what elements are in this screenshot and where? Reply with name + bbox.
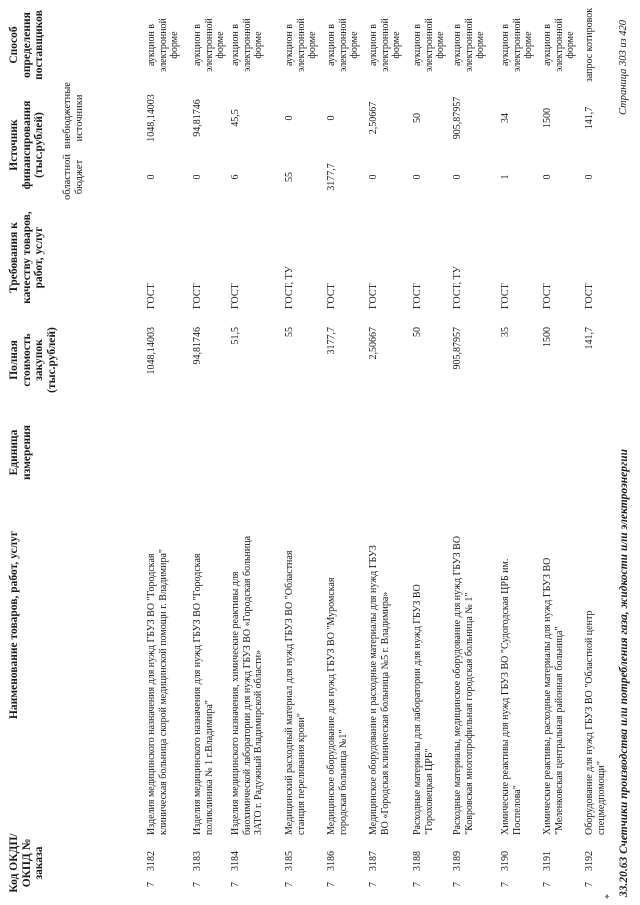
row-regional: 6 bbox=[230, 174, 241, 180]
row-name: Изделия медицинского назначения для нужд ГБУЗ ВО "Городская поликлиника № 1 г.Владимира" bbox=[192, 553, 215, 835]
row-total: 35 bbox=[500, 327, 511, 337]
row-code: 7 bbox=[230, 882, 241, 887]
row-regional: 0 bbox=[452, 174, 463, 180]
row-name: Химические реактивы для нужд ГБУЗ ВО "Судогодская ЦРБ им. Поспелова" bbox=[500, 558, 523, 835]
row-regional: 1 bbox=[500, 174, 511, 180]
row-requirements: ГОСТ bbox=[412, 283, 423, 309]
row-name: Медицинское оборудование для нужд ГБУЗ ВО "Муромская городская больница №1" bbox=[326, 577, 349, 835]
row-method: аукцион в электронной форме bbox=[452, 18, 486, 72]
row-code: 7 bbox=[584, 882, 595, 887]
row-extra: 0 bbox=[326, 115, 337, 121]
row-extra: 141,7 bbox=[584, 106, 595, 130]
row-requirements: ГОСТ, ТУ bbox=[284, 266, 295, 309]
row-code: 7 bbox=[542, 882, 553, 887]
row-extra: 45,5 bbox=[230, 109, 241, 127]
row-regional: 0 bbox=[584, 174, 595, 180]
row-order: 3190 bbox=[500, 851, 511, 871]
row-extra: 1500 bbox=[542, 108, 553, 128]
header-name: Наименование товаров, работ, услуг bbox=[8, 530, 20, 720]
row-code: 7 bbox=[368, 882, 379, 887]
row-requirements: ГОСТ, ТУ bbox=[452, 266, 463, 309]
row-requirements: ГОСТ bbox=[192, 283, 203, 309]
header-total: Полная стоимость закупок (тыс.рублей) bbox=[8, 327, 58, 393]
row-total: 1500 bbox=[542, 327, 553, 347]
row-total: 55 bbox=[284, 327, 295, 337]
header-unit: Единица измерения bbox=[8, 425, 33, 480]
row-code: 7 bbox=[326, 882, 337, 887]
row-regional: 55 bbox=[284, 172, 295, 182]
header-regional: областной бюджет bbox=[62, 154, 85, 200]
row-order: 3191 bbox=[542, 851, 553, 871]
row-order: 3185 bbox=[284, 851, 295, 871]
row-method: аукцион в электронной форме bbox=[146, 18, 180, 72]
row-extra: 0 bbox=[284, 115, 295, 121]
row-order: 3187 bbox=[368, 851, 379, 871]
row-code: 7 bbox=[284, 882, 295, 887]
row-name: Оборудование для нужд ГБУЗ ВО "Областной центр спецмедпомощи" bbox=[584, 610, 607, 835]
header-source: Источник финансирования (тыс.рублей) bbox=[8, 100, 45, 190]
header-requirements: Требования к качеству товаров, работ, услуг bbox=[8, 211, 45, 304]
row-name: Изделия медицинского назначения, химические реактивы для биохимической лаборатории для нужд ГБУЗ ВО «Городская больница ЗАТО г. Радужный Владимирской области» bbox=[230, 535, 264, 835]
row-order: 3182 bbox=[146, 851, 157, 871]
row-requirements: ГОСТ bbox=[326, 283, 337, 309]
row-name: Расходные материалы для лаборатории для нужд ГБУЗ ВО "Гороховецкая ЦРБ" bbox=[412, 584, 435, 835]
header-method: Способ определения поставщиков bbox=[8, 10, 45, 80]
row-total: 94,81746 bbox=[192, 327, 203, 365]
edge-mark: * bbox=[604, 894, 615, 899]
row-order: 3184 bbox=[230, 851, 241, 871]
row-name: Медицинское оборудование и расходные материалы для нужд ГБУЗ ВО «Городская клиническая больница №5 г. Владимира» bbox=[368, 545, 391, 835]
row-order: 3188 bbox=[412, 851, 423, 871]
row-code: 7 bbox=[412, 882, 423, 887]
row-order: 3192 bbox=[584, 851, 595, 871]
row-requirements: ГОСТ bbox=[146, 283, 157, 309]
row-requirements: ГОСТ bbox=[542, 283, 553, 309]
row-extra: 50 bbox=[412, 113, 423, 123]
row-name: Медицинский расходный материал для нужд ГБУЗ ВО "Областная станция переливания крови" bbox=[284, 550, 307, 835]
row-code: 7 bbox=[146, 882, 157, 887]
row-requirements: ГОСТ bbox=[584, 283, 595, 309]
row-code: 7 bbox=[192, 882, 203, 887]
header-extra: внебюджетные источники bbox=[62, 82, 85, 149]
header-code: Код ОКДП/ ОКПД № заказа bbox=[8, 833, 45, 893]
page-number: Страница 303 из 420 bbox=[618, 19, 629, 115]
row-total: 2,50667 bbox=[368, 327, 379, 360]
row-requirements: ГОСТ bbox=[368, 283, 379, 309]
row-method: аукцион в электронной форме bbox=[500, 18, 534, 72]
row-regional: 0 bbox=[542, 174, 553, 180]
row-method: аукцион в электронной форме bbox=[368, 18, 402, 72]
row-regional: 0 bbox=[146, 174, 157, 180]
row-regional: 0 bbox=[192, 174, 203, 180]
row-order: 3186 bbox=[326, 851, 337, 871]
row-regional: 3177,7 bbox=[326, 163, 337, 191]
row-extra: 2,50667 bbox=[368, 101, 379, 135]
row-extra: 905,87957 bbox=[452, 96, 463, 140]
row-name: Расходные материалы, медицинское оборудование для нужд ГБУЗ ВО "Ковровская многопрофильная городская больница № 1" bbox=[452, 535, 475, 835]
section-heading: 33.20.63 Счетчики производства или потребления газа, жидкости или электроэнергии bbox=[618, 448, 630, 897]
row-requirements: ГОСТ bbox=[500, 283, 511, 309]
row-method: аукцион в электронной форме bbox=[192, 18, 226, 72]
row-order: 3183 bbox=[192, 851, 203, 871]
row-method: аукцион в электронной форме bbox=[326, 18, 360, 72]
row-order: 3189 bbox=[452, 851, 463, 871]
row-extra: 34 bbox=[500, 113, 511, 123]
row-method: аукцион в электронной форме bbox=[542, 18, 576, 72]
row-total: 3177,7 bbox=[326, 327, 337, 355]
row-total: 905,87957 bbox=[452, 327, 463, 370]
row-total: 51,5 bbox=[230, 327, 241, 345]
row-extra: 94,81746 bbox=[192, 99, 203, 137]
row-method: аукцион в электронной форме bbox=[412, 18, 446, 72]
row-method: запрос котировок bbox=[584, 7, 595, 83]
row-requirements: ГОСТ bbox=[230, 283, 241, 309]
row-method: аукцион в электронной форме bbox=[284, 18, 318, 72]
row-code: 7 bbox=[452, 882, 463, 887]
row-extra: 1048,14003 bbox=[146, 94, 157, 142]
row-total: 50 bbox=[412, 327, 423, 337]
row-regional: 0 bbox=[412, 174, 423, 180]
row-code: 7 bbox=[500, 882, 511, 887]
row-total: 141,7 bbox=[584, 327, 595, 350]
row-name: Химические реактивы, расходные материалы для нужд ГБУЗ ВО "Меленковская центральная районная больница" bbox=[542, 557, 565, 835]
row-total: 1048,14003 bbox=[146, 327, 157, 375]
row-regional: 0 bbox=[368, 174, 379, 180]
row-name: Изделия медицинского назначения для нужд ГБУЗ ВО "Городская клиническая больница скорой медицинской помощи г. Владимира" bbox=[146, 549, 169, 835]
row-method: аукцион в электронной форме bbox=[230, 18, 264, 72]
